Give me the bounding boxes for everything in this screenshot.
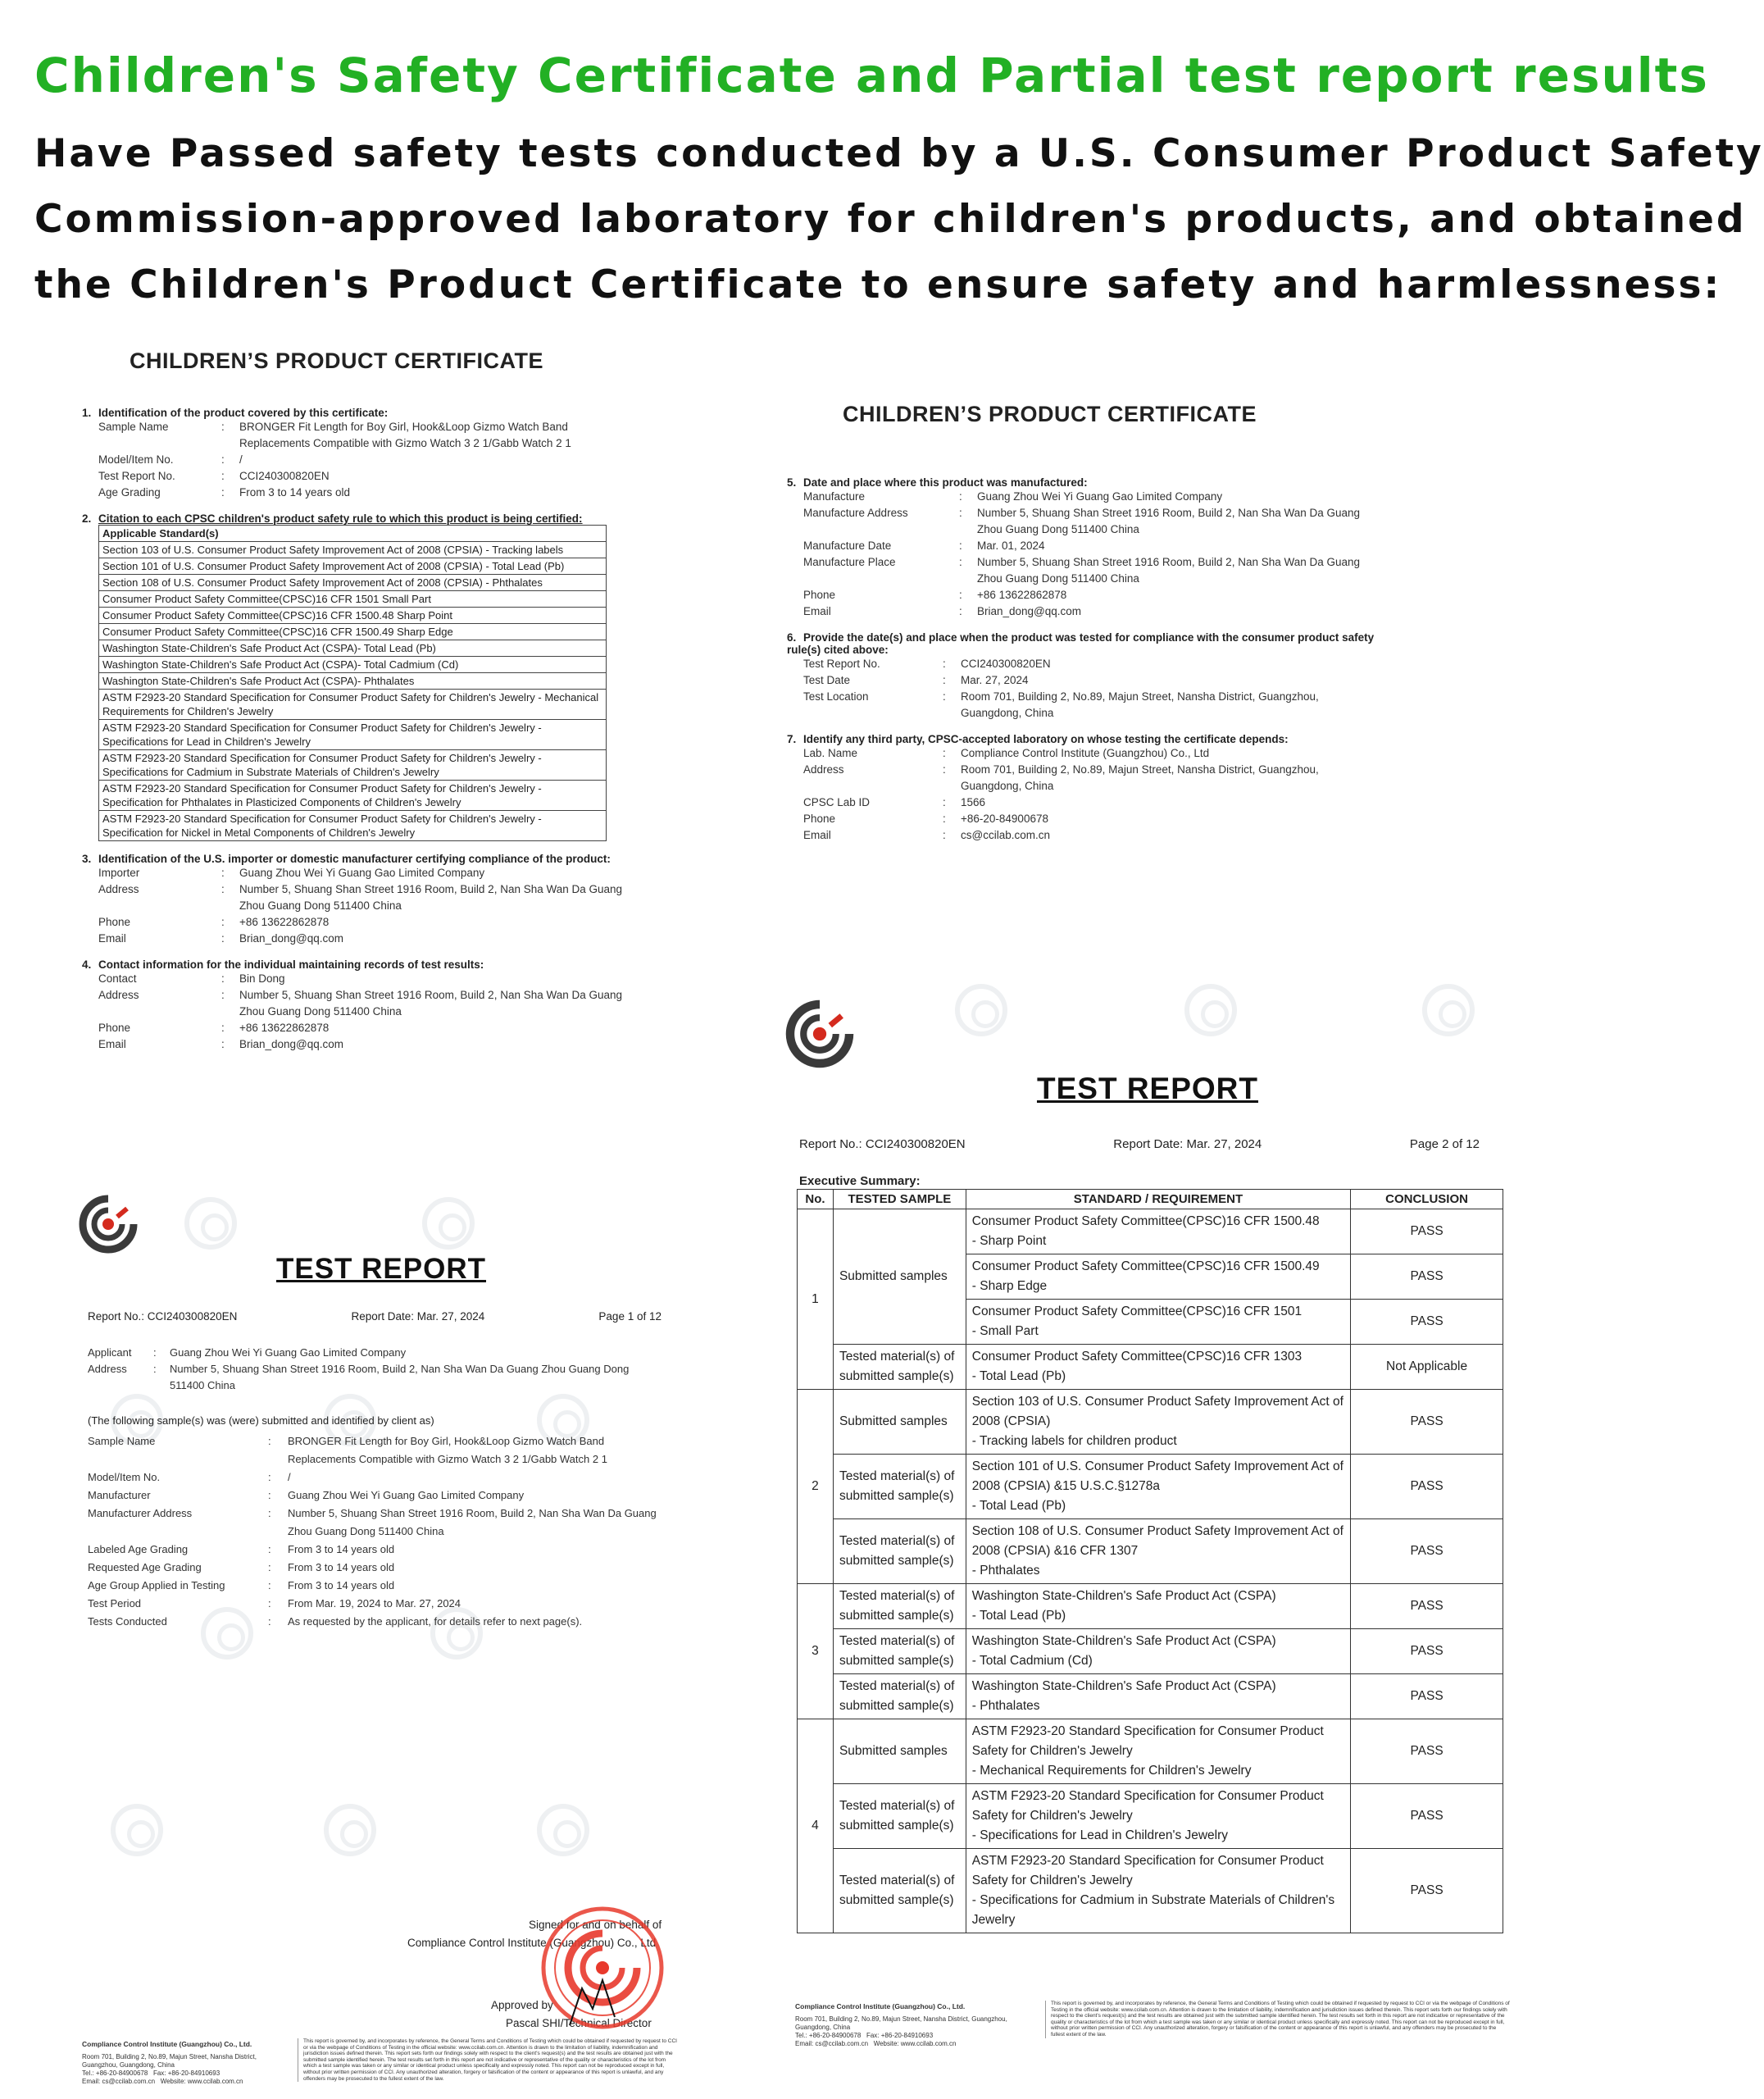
test-report-title: TEST REPORT [1036,1072,1259,1105]
field-separator: : [221,470,225,482]
conclusion-cell: PASS [1351,1719,1503,1784]
tested-sample-cell: Tested material(s) of submitted sample(s) [833,1455,966,1519]
column-header-standard: STANDARD / REQUIREMENT [966,1190,1350,1209]
field-value: Room 701, Building 2, No.89, Majun Street, Nansha District, Guangzhou, Guangdong, China [961,690,1319,719]
watermark-icon [184,1197,237,1250]
standard-cell: Section 108 of U.S. Consumer Product Safety Improvement Act of 2008 (CPSIA) &16 CFR 1307 - Phthalates [966,1519,1350,1584]
watermark-icon [537,1804,589,1856]
executive-summary-table [797,1189,1503,1933]
watermark-icon [1422,984,1475,1036]
summary-row [798,1784,1503,1849]
field-separator: : [153,1363,157,1375]
column-header-conclusion: CONCLUSION [1351,1190,1503,1209]
field-separator: : [268,1507,271,1519]
summary-row [798,1209,1503,1254]
executive-summary-label: Executive Summary: [799,1174,921,1188]
certificate-page-2 [787,402,1377,927]
conclusion-cell: PASS [1351,1254,1503,1300]
intro-line-1: Have Passed safety tests conducted by a U.S. Consumer Product Safety [34,131,1764,176]
field-value: cs@ccilab.com.cn [961,829,1050,841]
field-label: CPSC Lab ID [803,796,871,808]
cci-logo-icon [78,1194,139,1254]
field-value: +86-20-84900678 [961,813,1048,825]
field-value: Compliance Control Institute (Guangzhou) Co., Ltd [961,747,1210,759]
summary-row [798,1584,1503,1629]
field-separator: : [959,589,962,601]
field-label: Age Grading [98,486,161,499]
conclusion-cell: PASS [1351,1519,1503,1584]
standard-row: ASTM F2923-20 Standard Specification for Consumer Product Safety for Children's Jewelry - Specification for Nickel in Metal Components of Children's Jewelry [99,811,607,841]
column-header-tested-sample: TESTED SAMPLE [833,1190,966,1209]
field-separator: : [221,453,225,466]
field-value: CCI240300820EN [961,658,1051,670]
field-label: Address [88,1363,127,1375]
field-value: Number 5, Shuang Shan Street 1916 Room, Build 2, Nan Sha Wan Da Guang Zhou Guang Dong 511400 China [239,883,623,912]
standard-cell: Washington State-Children's Safe Product Act (CSPA) - Total Cadmium (Cd) [966,1629,1350,1674]
test-report-page-1 [78,1181,684,2091]
field-separator: : [943,796,946,808]
tested-sample-cell: Tested material(s) of submitted sample(s) [833,1849,966,1933]
field-label: Labeled Age Grading [88,1543,189,1555]
section-6-heading: 6. Provide the date(s) and place when the product was tested for compliance with the consumer product safety rule(s) cited above: [787,631,1375,656]
standard-cell: Section 101 of U.S. Consumer Product Safety Improvement Act of 2008 (CPSIA) &15 U.S.C.§1278a - Total Lead (Pb) [966,1455,1350,1519]
section-1-fields [98,419,623,501]
field-label: Address [803,763,844,776]
standard-cell: Consumer Product Safety Committee(CPSC)16 CFR 1500.48 - Sharp Point [966,1209,1350,1254]
watermark-icon [955,984,1007,1036]
standard-row: Washington State-Children's Safe Product Act (CSPA)- Phthalates [99,673,607,690]
footer-left: Compliance Control Institute (Guangzhou) Co., Ltd. Room 701, Building 2, No.89, Majun Street, Nansha District, Guangzhou, Guangdong, China Tel.: +86-20-84900678 Fax: +86-20-84910693 Email: cs@ccilab.com.cn Website: www.ccilab.com.cn [795,2002,1007,2047]
field-label: Phone [98,916,131,928]
section-5-fields [803,489,1377,620]
field-label: Age Group Applied in Testing [88,1579,225,1591]
test-report-title: TEST REPORT [275,1253,487,1285]
field-label: Address [98,989,139,1001]
conclusion-cell: PASS [1351,1390,1503,1455]
summary-row [798,1674,1503,1719]
conclusion-cell: PASS [1351,1300,1503,1345]
summary-row [798,1849,1503,1933]
field-value: +86 13622862878 [977,589,1067,601]
field-value: BRONGER Fit Length for Boy Girl, Hook&Loop Gizmo Watch Band Replacements Compatible with Gizmo Watch 3 2 1/Gabb Watch 2 1 [239,421,571,449]
standard-row: Consumer Product Safety Committee(CPSC)16 CFR 1501 Small Part [99,591,607,608]
field-value: / [239,453,243,466]
standards-table-header: Applicable Standard(s) [99,526,607,542]
standard-cell: Washington State-Children's Safe Product Act (CSPA) - Phthalates [966,1674,1350,1719]
summary-row [798,1390,1503,1455]
field-label: Test Location [803,690,869,703]
section-6-fields [803,656,1377,722]
certificate-title: CHILDREN’S PRODUCT CERTIFICATE [130,348,543,373]
field-separator: : [268,1543,271,1555]
conclusion-cell: PASS [1351,1455,1503,1519]
standard-row: Section 108 of U.S. Consumer Product Safety Improvement Act of 2008 (CPSIA) - Phthalates [99,575,607,591]
conclusion-cell: PASS [1351,1674,1503,1719]
watermark-icon [324,1804,376,1856]
field-label: Manufacture Place [803,556,896,568]
summary-row [798,1345,1503,1390]
field-label: Email [98,1038,126,1050]
standard-row: ASTM F2923-20 Standard Specification for Consumer Product Safety for Children's Jewelry - Specifications for Lead in Children's Jewelry [99,720,607,750]
signer-name: Pascal SHI/Technical Director [506,2017,652,2029]
standard-cell: Consumer Product Safety Committee(CPSC)16 CFR 1501 - Small Part [966,1300,1350,1345]
field-separator: : [221,421,225,433]
footer-terms: This report is governed by, and incorporates by reference, the General Terms and Conditions of Testing which could be obtained if requested by request to CCI or via the webpage of Conditions of Testing in the official website: www.ccilab.com.cn. Attention is drawn to the limitation of liability, indemnification and jurisdiction issues defined therein. This report sets forth our findings solely with respect to the client's request(s) and the test results are obtained just with the submitted sample identified herein. The test results set forth in this report are not indicative or representative of the quality or characteristics of the lot from which a test sample was taken or any similar or identical product unless specifically and expressly noted. This report can not be reproduced except in full, without prior written permission of CCI. Any unauthorized alteration, forgery or falsification of the content or appearance of this report is unlawful, and any offenders may be prosecuted to the fullest extent of the law. [1045,2001,1510,2038]
field-value: Number 5, Shuang Shan Street 1916 Room, Build 2, Nan Sha Wan Da Guang Zhou Guang Dong 511400 China [239,989,623,1018]
report-date: Report Date: Mar. 27, 2024 [1113,1137,1262,1151]
field-separator: : [221,916,225,928]
sample-note: (The following sample(s) was (were) submitted and identified by client as) [88,1414,434,1427]
standard-cell: Section 103 of U.S. Consumer Product Safety Improvement Act of 2008 (CPSIA) - Tracking labels for children product [966,1390,1350,1455]
field-label: Test Period [88,1597,142,1610]
report-meta-row [799,1137,1480,1151]
tested-sample-cell: Tested material(s) of submitted sample(s) [833,1519,966,1584]
certificate-page-1 [82,348,623,1136]
field-separator: : [221,1022,225,1034]
footer-terms: This report is governed by, and incorporates by reference, the General Terms and Conditions of Testing which could be obtained if requested by request to CCI or via the webpage of Conditions of Testing in the official website: www.ccilab.com.cn. Attention is drawn to the limitation of liability, indemnification and jurisdiction issues defined therein. This report sets forth our findings solely with respect to the client's request(s) and the test results are obtained just with the submitted sample identified herein. The test results set forth in this report are not indicative or representative of the quality or characteristics of the lot from which a test sample was taken or any similar or identical product unless specifically and expressly noted. This report can not be reproduced except in full, without prior written permission of CCI. Any unauthorized alteration, forgery or falsification of the content or appearance of this report is unlawful, and any offenders may be prosecuted to the fullest extent of the law. [298,2038,680,2082]
intro-line-2: Commission-approved laboratory for children's products, and obtained [34,197,1747,242]
field-label: Sample Name [98,421,169,433]
report-page: Page 1 of 12 [598,1310,662,1323]
field-value: Number 5, Shuang Shan Street 1916 Room, Build 2, Nan Sha Wan Da Guang Zhou Guang Dong 511400 China [977,556,1361,585]
field-value: From 3 to 14 years old [288,1543,395,1555]
field-separator: : [959,605,962,617]
field-label: Phone [803,813,836,825]
report-number: Report No.: CCI240300820EN [88,1310,238,1323]
standard-cell: Consumer Product Safety Committee(CPSC)16 CFR 1303 - Total Lead (Pb) [966,1345,1350,1390]
standard-row: ASTM F2923-20 Standard Specification for Consumer Product Safety for Children's Jewelry - Specification for Phthalates in Plasticized Components of Children's Jewelry [99,781,607,811]
field-value: As requested by the applicant, for details refer to next page(s). [288,1615,583,1628]
report-page: Page 2 of 12 [1409,1137,1480,1151]
test-report-page-2 [783,988,1553,2062]
group-number: 1 [798,1209,834,1390]
field-separator: : [221,989,225,1001]
section-2-heading: 2. Citation to each CPSC children's product safety rule to which this product is being certified: [82,512,583,525]
field-value: From Mar. 19, 2024 to Mar. 27, 2024 [288,1597,461,1610]
section-4-fields [98,971,623,1053]
field-label: Phone [803,589,836,601]
section-3-heading: 3. Identification of the U.S. importer or domestic manufacturer certifying compliance of the product: [82,853,611,865]
standard-row: Consumer Product Safety Committee(CPSC)16 CFR 1500.49 Sharp Edge [99,624,607,640]
field-separator: : [943,658,946,670]
report-number: Report No.: CCI240300820EN [799,1137,966,1151]
standard-row: ASTM F2923-20 Standard Specification for Consumer Product Safety for Children's Jewelry - Mechanical Requirements for Children's Jewelry [99,690,607,720]
applicable-standards-table [98,525,607,841]
standard-cell: ASTM F2923-20 Standard Specification for Consumer Product Safety for Children's Jewelry - Mechanical Requirements for Children's Jewelry [966,1719,1350,1784]
field-label: Requested Age Grading [88,1561,202,1573]
field-label: Manufacturer [88,1489,151,1501]
tested-sample-cell: Submitted samples [833,1209,966,1345]
field-label: Sample Name [88,1435,156,1447]
field-value: Room 701, Building 2, No.89, Majun Street, Nansha District, Guangzhou, Guangdong, China [961,763,1319,792]
field-value: Bin Dong [239,972,285,985]
section-4-heading: 4. Contact information for the individual maintaining records of test results: [82,958,484,971]
field-separator: : [943,829,946,841]
field-value: From 3 to 14 years old [288,1561,395,1573]
field-separator: : [153,1346,157,1359]
certificate-title: CHILDREN’S PRODUCT CERTIFICATE [843,402,1257,426]
summary-row [798,1719,1503,1784]
field-label: Contact [98,972,137,985]
watermark-icon [111,1804,163,1856]
standard-row: Section 103 of U.S. Consumer Product Safety Improvement Act of 2008 (CPSIA) - Tracking labels [99,542,607,558]
field-label: Manufacture Date [803,540,892,552]
field-separator: : [221,932,225,945]
conclusion-cell: PASS [1351,1209,1503,1254]
field-label: Email [98,932,126,945]
standard-cell: ASTM F2923-20 Standard Specification for Consumer Product Safety for Children's Jewelry - Specifications for Lead in Children's Jewelry [966,1784,1350,1849]
tested-sample-cell: Tested material(s) of submitted sample(s) [833,1674,966,1719]
field-value: +86 13622862878 [239,916,330,928]
summary-row [798,1519,1503,1584]
section-7-heading: 7. Identify any third party, CPSC-accepted laboratory on whose testing the certificate depends: [787,733,1289,745]
conclusion-cell: PASS [1351,1584,1503,1629]
intro-line-3: the Children's Product Certificate to ensure safety and harmlessness: [34,262,1722,307]
group-number: 4 [798,1719,834,1933]
tested-sample-cell: Tested material(s) of submitted sample(s) [833,1345,966,1390]
field-label: Address [98,883,139,895]
field-separator: : [221,867,225,879]
field-value: Number 5, Shuang Shan Street 1916 Room, Build 2, Nan Sha Wan Da Guang Zhou Guang Dong 511400 China [288,1507,657,1537]
standard-cell: ASTM F2923-20 Standard Specification for Consumer Product Safety for Children's Jewelry - Specifications for Cadmium in Substrate Materials of Children's Jewelry [966,1849,1350,1933]
field-separator: : [268,1471,271,1483]
tested-sample-cell: Submitted samples [833,1719,966,1784]
group-number: 3 [798,1584,834,1719]
standard-row: Washington State-Children's Safe Product Act (CSPA)- Total Cadmium (Cd) [99,657,607,673]
field-value: CCI240300820EN [239,470,330,482]
field-separator: : [943,690,946,703]
field-label: Importer [98,867,140,879]
field-separator: : [943,747,946,759]
summary-row [798,1455,1503,1519]
field-label: Manufacturer Address [88,1507,193,1519]
field-separator: : [959,540,962,552]
watermark-icon [422,1197,475,1250]
field-value: Mar. 27, 2024 [961,674,1029,686]
field-label: Manufacture [803,490,866,503]
field-separator: : [959,490,962,503]
cci-logo-icon [784,999,855,1069]
footer-left: Compliance Control Institute (Guangzhou) Co., Ltd. Room 701, Building 2, No.89, Majun Street, Nansha District, Guangzhou, Guangdong, China Tel.: +86-20-84900678 Fax: +86-20-84910693 Email: cs@ccilab.com.cn Website: www.ccilab.com.cn [82,2040,257,2085]
watermark-icon [1184,984,1237,1036]
field-separator: : [221,1038,225,1050]
signed-for-label: Signed for and on behalf of [529,1919,662,1931]
field-label: Model/Item No. [98,453,174,466]
field-value: Guang Zhou Wei Yi Guang Gao Limited Company [977,490,1223,503]
standard-row: Section 101 of U.S. Consumer Product Safety Improvement Act of 2008 (CPSIA) - Total Lead (Pb) [99,558,607,575]
field-separator: : [268,1561,271,1573]
field-label: Test Report No. [803,658,880,670]
sample-fields [88,1432,662,1631]
field-separator: : [268,1615,271,1628]
field-separator: : [943,813,946,825]
field-separator: : [221,883,225,895]
field-value: BRONGER Fit Length for Boy Girl, Hook&Loop Gizmo Watch Band Replacements Compatible with Gizmo Watch 3 2 1/Gabb Watch 2 1 [288,1435,607,1465]
standard-cell: Washington State-Children's Safe Product Act (CSPA) - Total Lead (Pb) [966,1584,1350,1629]
field-separator: : [268,1597,271,1610]
field-separator: : [221,486,225,499]
field-label: Test Report No. [98,470,175,482]
section-7-fields [803,745,1377,844]
field-separator: : [959,556,962,568]
standard-row: ASTM F2923-20 Standard Specification for Consumer Product Safety for Children's Jewelry - Specifications for Cadmium in Substrate Materials of Children's Jewelry [99,750,607,781]
field-value: From 3 to 14 years old [239,486,351,499]
field-separator: : [959,507,962,519]
field-value: From 3 to 14 years old [288,1579,395,1591]
field-label: Test Date [803,674,851,686]
section-1-heading: 1. Identification of the product covered by this certificate: [82,407,389,419]
field-label: Lab. Name [803,747,858,759]
field-label: Email [803,605,831,617]
approved-by-label: Approved by [491,1999,553,2011]
field-value: / [288,1471,291,1483]
applicant-fields [88,1345,662,1394]
section-3-fields [98,865,623,947]
field-separator: : [268,1435,271,1447]
field-separator: : [268,1489,271,1501]
field-label: Manufacture Address [803,507,908,519]
field-separator: : [943,674,946,686]
conclusion-cell: PASS [1351,1629,1503,1674]
field-label: Applicant [88,1346,132,1359]
field-value: Brian_dong@qq.com [239,1038,344,1050]
conclusion-cell: Not Applicable [1351,1345,1503,1390]
field-value: Guang Zhou Wei Yi Guang Gao Limited Company [239,867,485,879]
report-date: Report Date: Mar. 27, 2024 [351,1310,485,1323]
field-value: +86 13622862878 [239,1022,330,1034]
standard-row: Consumer Product Safety Committee(CPSC)16 CFR 1500.48 Sharp Point [99,608,607,624]
field-value: Guang Zhou Wei Yi Guang Gao Limited Company [170,1346,407,1359]
field-label: Model/Item No. [88,1471,161,1483]
field-value: Mar. 01, 2024 [977,540,1045,552]
report-meta-row [88,1310,662,1323]
signed-company: Compliance Control Institute (Guangzhou) Co., Ltd [407,1937,657,1949]
field-value: Brian_dong@qq.com [239,932,344,945]
summary-row [798,1629,1503,1674]
standard-row: Washington State-Children's Safe Product Act (CSPA)- Total Lead (Pb) [99,640,607,657]
field-value: Guang Zhou Wei Yi Guang Gao Limited Company [288,1489,525,1501]
page-headline: Children's Safety Certificate and Partial test report results [34,48,1709,103]
field-value: Number 5, Shuang Shan Street 1916 Room, Build 2, Nan Sha Wan Da Guang Zhou Guang Dong 511400 China [977,507,1361,535]
standard-cell: Consumer Product Safety Committee(CPSC)16 CFR 1500.49 - Sharp Edge [966,1254,1350,1300]
field-separator: : [943,763,946,776]
field-value: 1566 [961,796,986,808]
tested-sample-cell: Tested material(s) of submitted sample(s) [833,1784,966,1849]
field-label: Phone [98,1022,131,1034]
tested-sample-cell: Tested material(s) of submitted sample(s) [833,1629,966,1674]
column-header-no: No. [798,1190,834,1209]
official-stamp-icon [537,1902,668,2033]
field-value: Number 5, Shuang Shan Street 1916 Room, Build 2, Nan Sha Wan Da Guang Zhou Guang Dong 511400 China [170,1363,630,1391]
conclusion-cell: PASS [1351,1849,1503,1933]
field-value: Brian_dong@qq.com [977,605,1082,617]
field-label: Tests Conducted [88,1615,167,1628]
group-number: 2 [798,1390,834,1584]
tested-sample-cell: Submitted samples [833,1390,966,1455]
conclusion-cell: PASS [1351,1784,1503,1849]
field-label: Email [803,829,831,841]
field-separator: : [221,972,225,985]
tested-sample-cell: Tested material(s) of submitted sample(s) [833,1584,966,1629]
field-separator: : [268,1579,271,1591]
section-5-heading: 5. Date and place where this product was manufactured: [787,476,1088,489]
